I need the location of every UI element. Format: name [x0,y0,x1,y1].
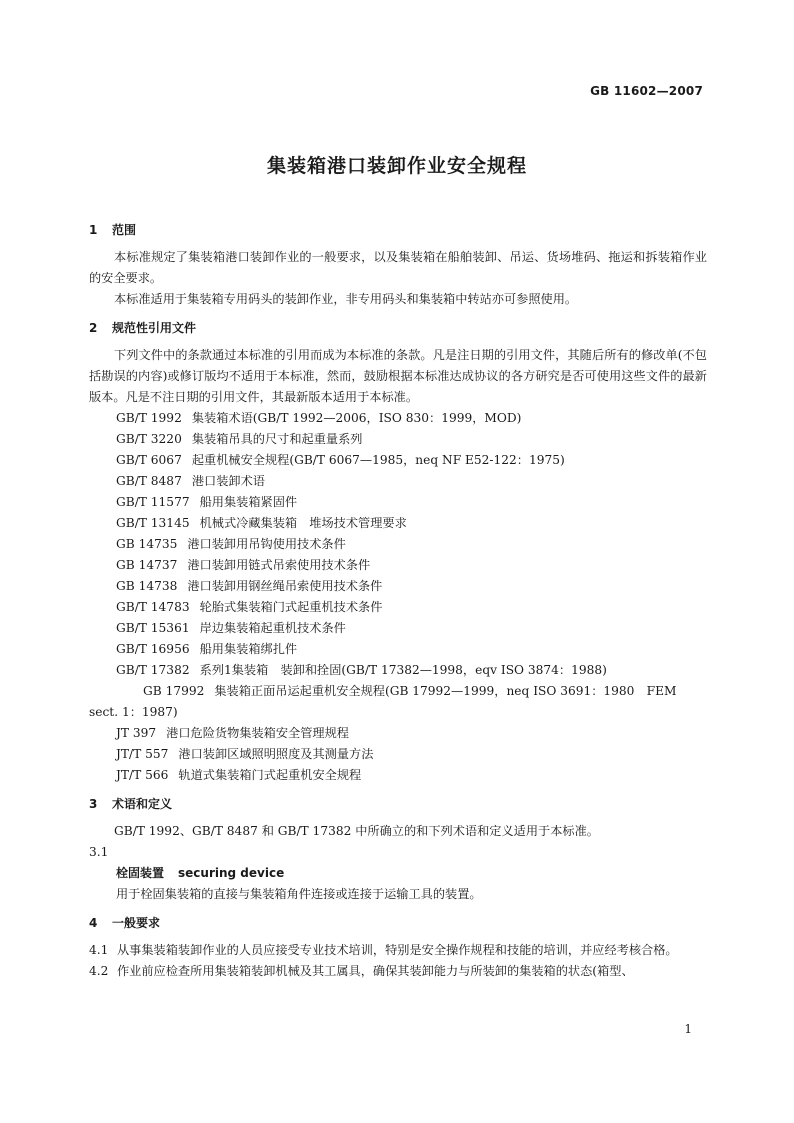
section-number: 3 [89,797,98,811]
reference-title: 港口装卸用链式吊索使用技术条件 [187,558,371,572]
page-number: 1 [684,1022,692,1036]
section-title: 范围 [112,223,137,237]
reference-code: GB/T 6067 [116,453,182,467]
reference-code: JT 397 [116,726,157,740]
term-number: 3.1 [89,845,109,859]
reference-title: 港口装卸区域照明照度及其测量方法 [178,747,374,761]
section-heading-terms [89,794,707,815]
reference-item [89,555,707,576]
clause-number: 4.2 [89,964,109,978]
reference-title: 系列1集装箱 装卸和拴固(GB/T 17382—1998，eqv ISO 3874：1988) [199,663,607,677]
reference-code: GB 14737 [116,558,178,572]
section-title: 一般要求 [112,916,161,930]
reference-title: 港口装卸用吊钩使用技术条件 [187,537,346,551]
reference-item [89,492,707,513]
reference-item [89,660,707,681]
reference-title: 集装箱吊具的尺寸和起重量系列 [191,432,363,446]
reference-code: GB 17992 [143,684,205,698]
section-number: 1 [89,223,98,237]
term-entry [89,863,707,884]
reference-code: GB/T 14783 [116,600,190,614]
reference-title: 港口装卸用钢丝绳吊索使用技术条件 [187,579,383,593]
reference-title: 机械式冷藏集装箱 堆场技术管理要求 [199,516,407,530]
section-heading-scope [89,220,707,241]
section-title: 规范性引用文件 [112,321,197,335]
section-number: 4 [89,916,98,930]
paragraph: 本标准适用于集装箱专用码头的装卸作业，非专用码头和集装箱中转站亦可参照使用。 [114,292,578,306]
reference-code: GB/T 15361 [116,621,190,635]
reference-item [89,765,707,786]
term-english: securing device [178,866,285,880]
reference-item [89,534,707,555]
reference-code: JT/T 557 [116,747,169,761]
reference-code: GB/T 3220 [116,432,182,446]
reference-code: GB/T 8487 [116,474,182,488]
reference-code: GB/T 16956 [116,642,190,656]
term-definition: 用于栓固集装箱的直接与集装箱角件连接或连接于运输工具的装置。 [116,887,482,901]
paragraph: 下列文件中的条款通过本标准的引用而成为本标准的条款。凡是注日期的引用文件，其随后所有的修改单(不包括勘误的内容)或修订版均不适用于本标准，然而，鼓励根据本标准达成协议的各方研究是否可使用这些文件的最新版本。凡是不注日期的引用文件，其最新版本适用于本标准。 [89,348,707,404]
reference-title: 轨道式集装箱门式起重机安全规程 [178,768,362,782]
paragraph: 本标准规定了集装箱港口装卸作业的一般要求，以及集装箱在船舶装卸、吊运、货场堆码、拖运和拆装箱作业的安全要求。 [89,250,707,285]
document-title: 集装箱港口装卸作业安全规程 [266,155,527,177]
term-chinese: 栓固装置 [116,866,165,880]
section-heading-normative-references [89,318,707,339]
reference-code: GB/T 11577 [116,495,190,509]
reference-code: GB/T 1992 [116,411,182,425]
reference-item [89,408,707,429]
reference-title: 港口装卸术语 [191,474,265,488]
reference-title: 岸边集装箱起重机技术条件 [199,621,346,635]
reference-item [89,744,707,765]
reference-item [89,471,707,492]
reference-item [89,597,707,618]
section-number: 2 [89,321,98,335]
reference-code: GB 14738 [116,579,178,593]
reference-title: 集装箱术语(GB/T 1992—2006，ISO 830：1999，MOD) [191,411,522,425]
reference-code: GB/T 13145 [116,516,190,530]
reference-title: 船用集装箱绑扎件 [199,642,298,656]
reference-code: GB 14735 [116,537,178,551]
reference-title: 船用集装箱紧固件 [199,495,298,509]
clause [89,940,707,961]
section-heading-general-requirements [89,913,707,934]
reference-item [89,450,707,471]
standard-number: GB 11602—2007 [590,84,703,98]
reference-title: 轮胎式集装箱门式起重机技术条件 [199,600,383,614]
document-body [89,212,707,982]
reference-code: JT/T 566 [116,768,169,782]
reference-code: GB/T 17382 [116,663,190,677]
reference-title: 港口危险货物集装箱安全管理规程 [166,726,349,740]
clause-text: 作业前应检查所用集装箱装卸机械及其工属具，确保其装卸能力与所装卸的集装箱的状态(箱型、 [117,964,634,978]
clause-number: 4.1 [89,943,109,957]
reference-item [89,429,707,450]
reference-item [89,639,707,660]
reference-item [89,681,707,723]
section-title: 术语和定义 [112,797,173,811]
clause [89,961,707,982]
reference-item [89,513,707,534]
clause-text: 从事集装箱装卸作业的人员应接受专业技术培训，特别是安全操作规程和技能的培训，并应经考核合格。 [117,943,678,957]
reference-item [89,723,707,744]
reference-title: 集装箱正面吊运起重机安全规程(GB 17992—1999，neq ISO 3691：1980 FEM sect. 1：1987) [89,684,677,719]
reference-item [89,576,707,597]
reference-title: 起重机械安全规程(GB/T 6067—1985，neq NF E52-122：1975) [191,453,565,467]
paragraph: GB/T 1992、GB/T 8487 和 GB/T 17382 中所确立的和下列术语和定义适用于本标准。 [114,824,599,838]
reference-item [89,618,707,639]
